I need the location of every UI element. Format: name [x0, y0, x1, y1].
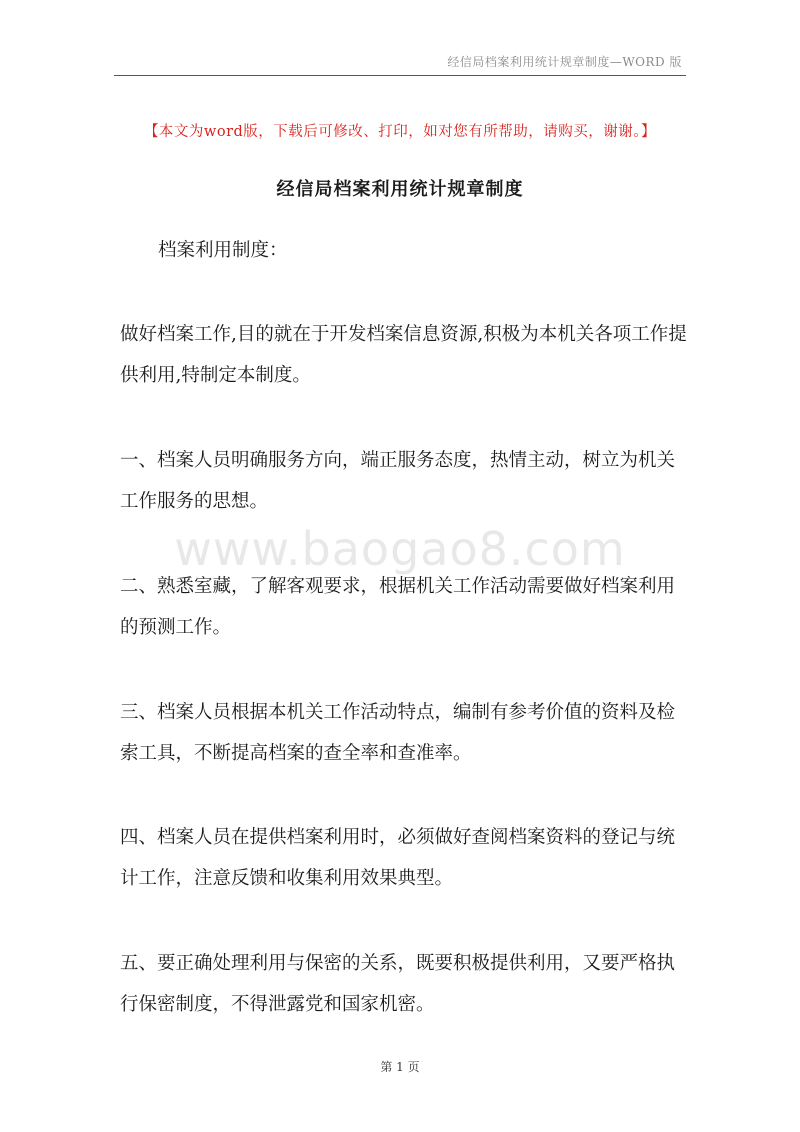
document-title: 经信局档案利用统计规章制度 — [276, 179, 524, 200]
paragraph-item-2: 二、熟悉室藏，了解客观要求，根据机关工作活动需要做好档案利用的预测工作。 — [120, 576, 676, 638]
watermark: www.baogao8.com — [174, 522, 626, 576]
paragraph-item-1: 一、档案人员明确服务方向，端正服务态度，热情主动，树立为机关工作服务的思想。 — [120, 450, 676, 512]
header-divider — [114, 75, 686, 76]
running-header: 经信局档案利用统计规章制度—WORD 版 — [447, 55, 682, 69]
page-number: 第 1 页 — [380, 1060, 420, 1074]
paragraph-item-4: 四、档案人员在提供档案利用时，必须做好查阅档案资料的登记与统计工作，注意反馈和收集利用效果典型。 — [120, 827, 676, 889]
paragraph-intro: 做好档案工作,目的就在于开发档案信息资源,积极为本机关各项工作提供利用,特制定本制度。 — [120, 324, 687, 386]
section-heading: 档案利用制度： — [158, 240, 288, 261]
paragraph-item-5: 五、要正确处理利用与保密的关系，既要积极提供利用，又要严格执行保密制度，不得泄露党和国家机密。 — [120, 953, 676, 1015]
paragraph-item-3: 三、档案人员根据本机关工作活动特点，编制有参考价值的资料及检索工具，不断提高档案的查全率和查准率。 — [120, 702, 676, 764]
download-notice: 【本文为word版，下载后可修改、打印，如对您有所帮助，请购买，谢谢。】 — [143, 124, 657, 140]
